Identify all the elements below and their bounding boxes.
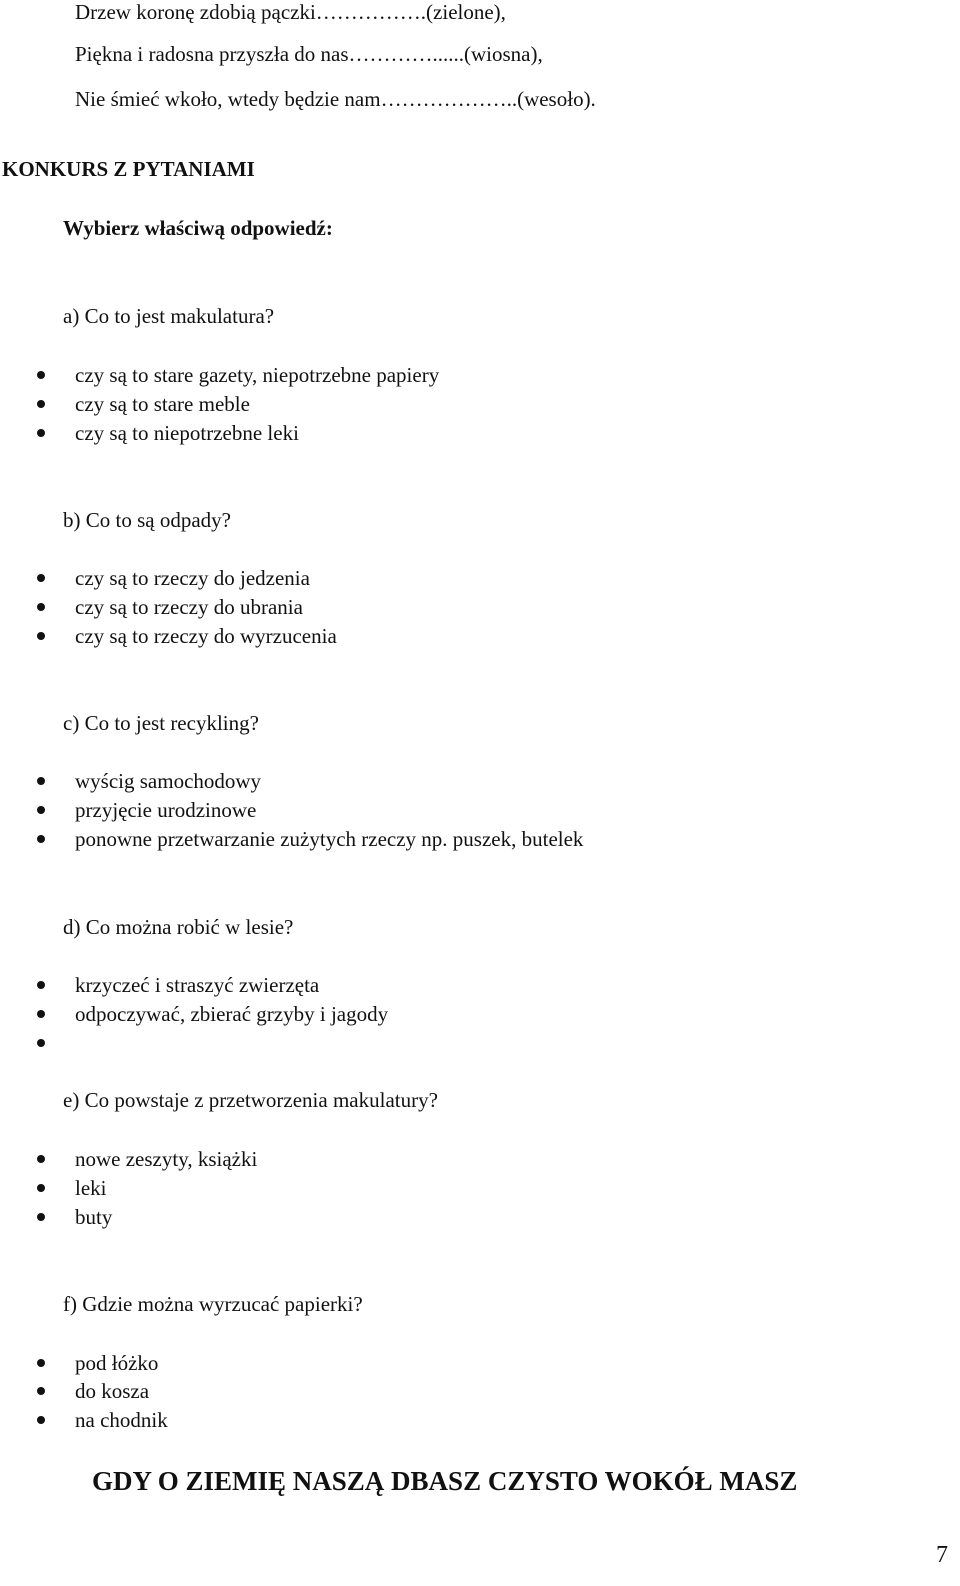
instruction: Wybierz właściwą odpowiedź:	[63, 216, 333, 240]
bullet-icon	[37, 1416, 45, 1424]
bullet-icon	[37, 400, 45, 408]
intro-line-2: Piękna i radosna przyszła do nas…………......(wiosna),	[75, 42, 543, 66]
question-f: f) Gdzie można wyrzucać papierki?	[63, 1292, 363, 1316]
bullet-icon	[37, 371, 45, 379]
bullet-icon	[37, 777, 45, 785]
bullet-icon	[37, 632, 45, 640]
bullet-icon	[37, 574, 45, 582]
slogan: GDY O ZIEMIĘ NASZĄ DBASZ CZYSTO WOKÓŁ MASZ	[92, 1466, 798, 1496]
option-label: krzyczeć i straszyć zwierzęta	[75, 973, 320, 997]
option-label: na chodnik	[75, 1408, 168, 1432]
question-e: e) Co powstaje z przetworzenia makulatury?	[63, 1088, 438, 1112]
intro-line-3: Nie śmieć wkoło, wtedy będzie nam………………..(wesoło).	[75, 87, 596, 111]
option-label: czy są to rzeczy do wyrzucenia	[75, 624, 337, 648]
bullet-icon	[37, 835, 45, 843]
option-label: buty	[75, 1205, 113, 1229]
option-label: czy są to stare gazety, niepotrzebne papiery	[75, 363, 440, 387]
bullet-icon	[37, 1155, 45, 1163]
intro-line-1: Drzew koronę zdobią pączki…………….(zielone),	[75, 0, 506, 24]
option-label: odpoczywać, zbierać grzyby i jagody	[75, 1002, 389, 1026]
question-b: b) Co to są odpady?	[63, 508, 231, 532]
bullet-icon	[37, 806, 45, 814]
option-label: przyjęcie urodzinowe	[75, 798, 257, 822]
option-label: czy są to stare meble	[75, 392, 250, 416]
option-label: czy są to niepotrzebne leki	[75, 421, 299, 445]
bullet-icon	[37, 1010, 45, 1018]
option-label: pod łóżko	[75, 1351, 159, 1375]
page-number: 7	[936, 1542, 948, 1568]
question-d: d) Co można robić w lesie?	[63, 915, 294, 939]
bullet-icon	[37, 1387, 45, 1395]
contest-title: KONKURS Z PYTANIAMI	[2, 157, 255, 181]
option-label: leki	[75, 1176, 107, 1200]
option-label: do kosza	[75, 1379, 150, 1403]
option-label: nowe zeszyty, książki	[75, 1147, 258, 1171]
bullet-icon	[37, 603, 45, 611]
option-label: wyścig samochodowy	[75, 769, 262, 793]
question-c: c) Co to jest recykling?	[63, 711, 259, 735]
bullet-icon	[37, 429, 45, 437]
option-label: czy są to rzeczy do ubrania	[75, 595, 303, 619]
bullet-icon	[37, 1359, 45, 1367]
bullet-icon	[37, 1039, 45, 1047]
question-a: a) Co to jest makulatura?	[63, 304, 275, 328]
option-label: ponowne przetwarzanie zużytych rzeczy np. puszek, butelek	[75, 827, 584, 851]
bullet-icon	[37, 1213, 45, 1221]
option-label: czy są to rzeczy do jedzenia	[75, 566, 310, 590]
bullet-icon	[37, 1184, 45, 1192]
bullet-icon	[37, 981, 45, 989]
